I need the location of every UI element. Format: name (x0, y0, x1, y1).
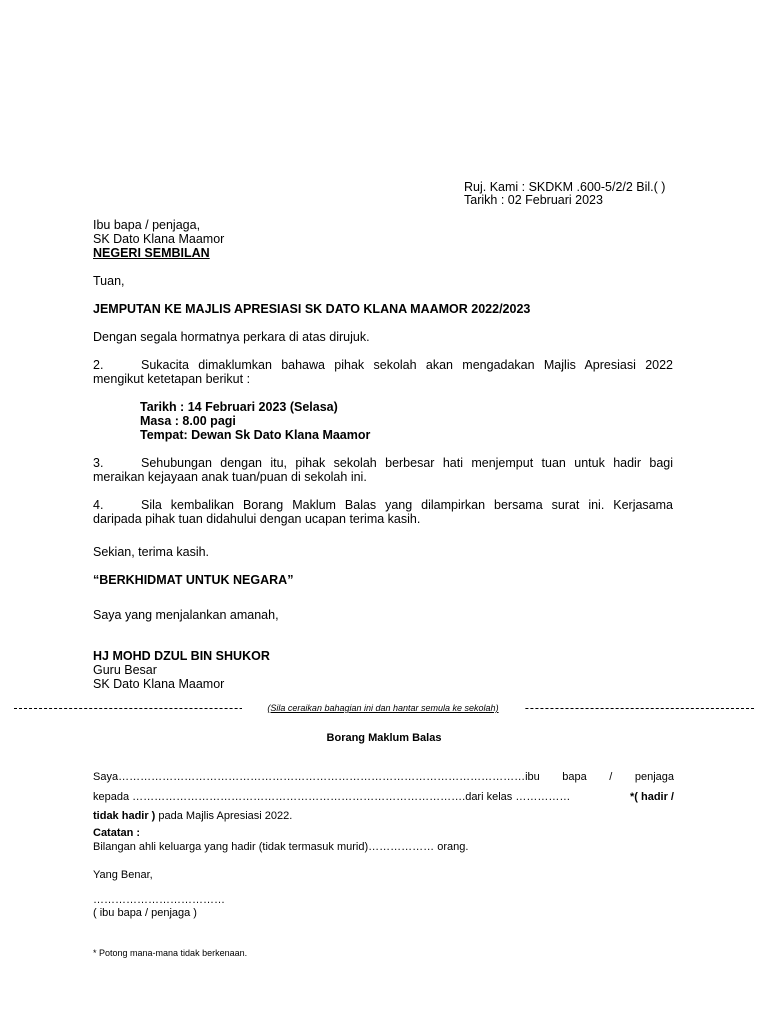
paragraph-3-line-2: meraikan kejayaan anak tuan/puan di sekolah ini. (93, 470, 367, 484)
event-time: Masa : 8.00 pagi (140, 414, 236, 428)
paragraph-4-line-2: daripada pihak tuan didahului dengan ucapan terima kasih. (93, 512, 421, 526)
event-venue: Tempat: Dewan Sk Dato Klana Maamor (140, 428, 371, 442)
paragraph-1: Dengan segala hormatnya perkara di atas dirujuk. (93, 330, 370, 344)
recipient-line-2: SK Dato Klana Maamor (93, 232, 225, 246)
paragraph-2-line-1 (93, 358, 673, 372)
attendance-options: *( hadir / (629, 791, 674, 803)
event-date: Tarikh : 14 Februari 2023 (Selasa) (140, 400, 338, 414)
signatory-title: Guru Besar (93, 663, 157, 677)
subject-heading: JEMPUTAN KE MAJLIS APRESIASI SK DATO KLANA MAAMOR 2022/2023 (93, 302, 531, 316)
sincerely-text: Yang Benar, (93, 869, 153, 881)
trust-text: Saya yang menjalankan amanah, (93, 608, 279, 622)
signatory-school: SK Dato Klana Maamor (93, 677, 225, 691)
paragraph-4-text: Sila kembalikan Borang Maklum Balas yang dilampirkan bersama surat ini. Kerjasama (141, 498, 673, 512)
paragraph-2-line-2: mengikut ketetapan berikut : (93, 372, 251, 386)
paragraph-4-number: 4. (93, 498, 104, 512)
family-count-field: Bilangan ahli keluarga yang hadir (tidak termasuk murid)……………… orang. (93, 841, 469, 853)
paragraph-2-number: 2. (93, 358, 104, 372)
recipient-line-1: Ibu bapa / penjaga, (93, 218, 201, 232)
form-event-text: pada Majlis Apresiasi 2022. (155, 810, 293, 822)
paragraph-3-text: Sehubungan dengan itu, pihak sekolah berbesar hati menjemput tuan untuk hadir bagi (141, 456, 673, 470)
reference-date: Tarikh : 02 Februari 2023 (464, 193, 603, 207)
form-title: Borang Maklum Balas (326, 732, 442, 744)
signature-dots: ……………………………… (93, 894, 225, 906)
footnote: * Potong mana-mana tidak berkenaan. (93, 948, 248, 958)
not-attending-option: tidak hadir ) (93, 810, 156, 822)
form-class-field: kepada ……………………………………………………………………………….dari kelas …………… (93, 791, 571, 803)
notes-label: Catatan : (93, 827, 141, 839)
paragraph-4-line-1 (93, 498, 673, 512)
paragraph-3-line-1 (93, 456, 673, 470)
form-line-1: Saya…………………………………………………………………………………………………ibu bapa / penjaga (93, 771, 674, 783)
recipient-state: NEGERI SEMBILAN (93, 246, 210, 260)
parent-label: ( ibu bapa / penjaga ) (93, 907, 197, 919)
form-line-2 (93, 790, 674, 804)
reference-number: Ruj. Kami : SKDKM .600-5/2/2 Bil.( ) (464, 180, 666, 194)
paragraph-2-text: Sukacita dimaklumkan bahawa pihak sekolah akan mengadakan Majlis Apresiasi 2022 (141, 358, 673, 372)
salutation: Tuan, (93, 274, 125, 288)
signatory-name: HJ MOHD DZUL BIN SHUKOR (93, 649, 270, 663)
cut-instruction: (Sila ceraikan bahagian ini dan hantar semula ke sekolah) (242, 702, 524, 715)
motto: “BERKHIDMAT UNTUK NEGARA” (93, 573, 294, 587)
form-line-3 (93, 809, 292, 823)
paragraph-3-number: 3. (93, 456, 104, 470)
closing-text: Sekian, terima kasih. (93, 545, 210, 559)
